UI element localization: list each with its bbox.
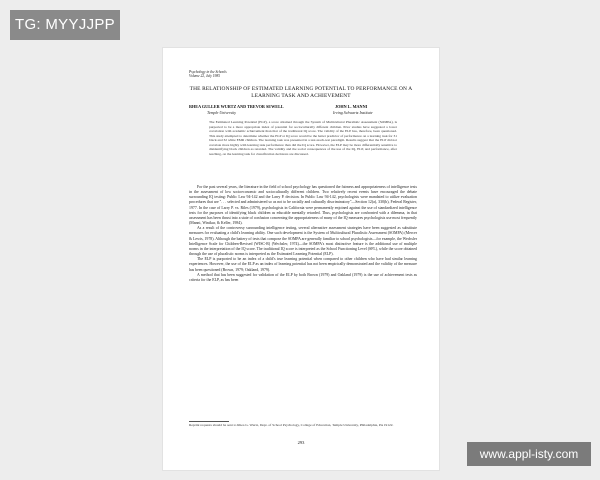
page-number: 293 [297, 440, 305, 445]
author-names-left: RHEA GULLER WURTZ AND TREVOR SEWELL [189, 104, 284, 109]
tag-label: TG: MYYJJPP [10, 10, 120, 40]
author-names-right: JOHN L. MANNI [335, 104, 368, 109]
journal-info [189, 70, 309, 78]
paragraph: The ELP is purported to be an index of a child's true learning potential when compared to other children who have had similar learning experiences. However, the use of the ELP as an index of learning potential has not been empirically demonstrated and the validity of the measure has been questioned (Brown, 1979; Oakland, 1979). [189, 257, 417, 272]
abstract: The Estimated Learning Potential (ELP), a score obtained through the System of Multicultural Pluralistic Assessment (SOMPA), is purported to be a more appropriate index of potential for socioculturally different children. Prior studies have suggested a lower correlation with academic achievement than that of the traditional IQ score. The validity of the ELP has, therefore, been questioned. This study attempted to determine whether the ELP or IQ score would be the better predictor of performance on a learning task for 31 black and 32 white EMR children. The learning task was presented in a test-teach-test paradigm. Results suggest that the ELP did not correlate more highly with learning task performance than did the IQ score. However, the ELP may be more differentially sensitive to disidentifying black children as retarded. The validity and the social consequences of the use of the IQ, ELP, and performance, after teaching, on the learning task for classification decisions are discussed. [209, 120, 397, 156]
body-text [189, 185, 417, 283]
footnote: Reprint requests should be sent to Rhea G. Wurtz, Dept. of School Psychology, College of Education, Temple University, Philadelphia, PA 19122. [189, 423, 394, 427]
paragraph: A method that has been suggested for validation of the ELP by both Brown (1979) and Oakland (1979) is the use of achievement tests as criteria for the ELP, as has been [189, 272, 417, 282]
paragraph: For the past several years, the literature in the field of school psychology has questioned the fairness and appropriateness of intelligence tests in the assessment of low socioeconomic and socioculturally different children. Two relatively recent events have encouraged the debate surrounding IQ testing: Public Law 94-142 and the Larry P. decision. In Public Law 94-142, psychologists were mandated to utilize evaluation procedures that are ". . . selected and administered so as not to be racially and culturally discriminatory"—Section 12(a), 330(b), Federal Register, 1977. In the case of Larry P. vs. Riles (1979), psychologists in California were permanently enjoined against the use of standardized intelligence tests for the purposes of identifying black children as educable mentally retarded. Thus, psychologists are confronted with a dilemma, in that assessment has been thrust into a state of confusion concerning the appropriateness of many of the IQ measures psychologists use most frequently (Manni, Winikur, & Keller, 1984). [189, 185, 417, 226]
footnote-rule [189, 421, 229, 422]
article-title: THE RELATIONSHIP OF ESTIMATED LEARNING POTENTIAL TO PERFORMANCE ON A LEARNING TASK AND ACHIEVEMENT [189, 86, 413, 99]
document-page [163, 48, 439, 470]
journal-volume: Volume 22, July 1985 [189, 74, 220, 79]
watermark-label: www.appl-isty.com [467, 442, 591, 466]
author-affiliation-left: Temple University [207, 110, 237, 115]
author-affiliation-right: Irving Schwartz Institute [333, 110, 373, 115]
journal-name: Psychology in the Schools [189, 70, 227, 74]
paragraph: As a result of the controversy surrounding intelligence testing, several alternative assessment strategies have been suggested as substitute measures for evaluating a child's learning ability. One such development is the System of Multicultural Pluralistic Assessment (SOMPA) (Mercer & Lewis, 1978). Although the battery of tests that compose the SOMPA are generally familiar to school psychologists—for example, the Wechsler Intelligence Scale for Children-Revised (WISC-R) (Wechsler, 1974)—the SOMPA's most distinctive feature is the additional use of multiple norms in the interpretation of the IQ score. The traditional IQ score is interpreted as the School Functioning Level (SFL), while the score obtained through the use of pluralistic norms is interpreted as the Estimated Learning Potential (ELP). [189, 226, 417, 257]
